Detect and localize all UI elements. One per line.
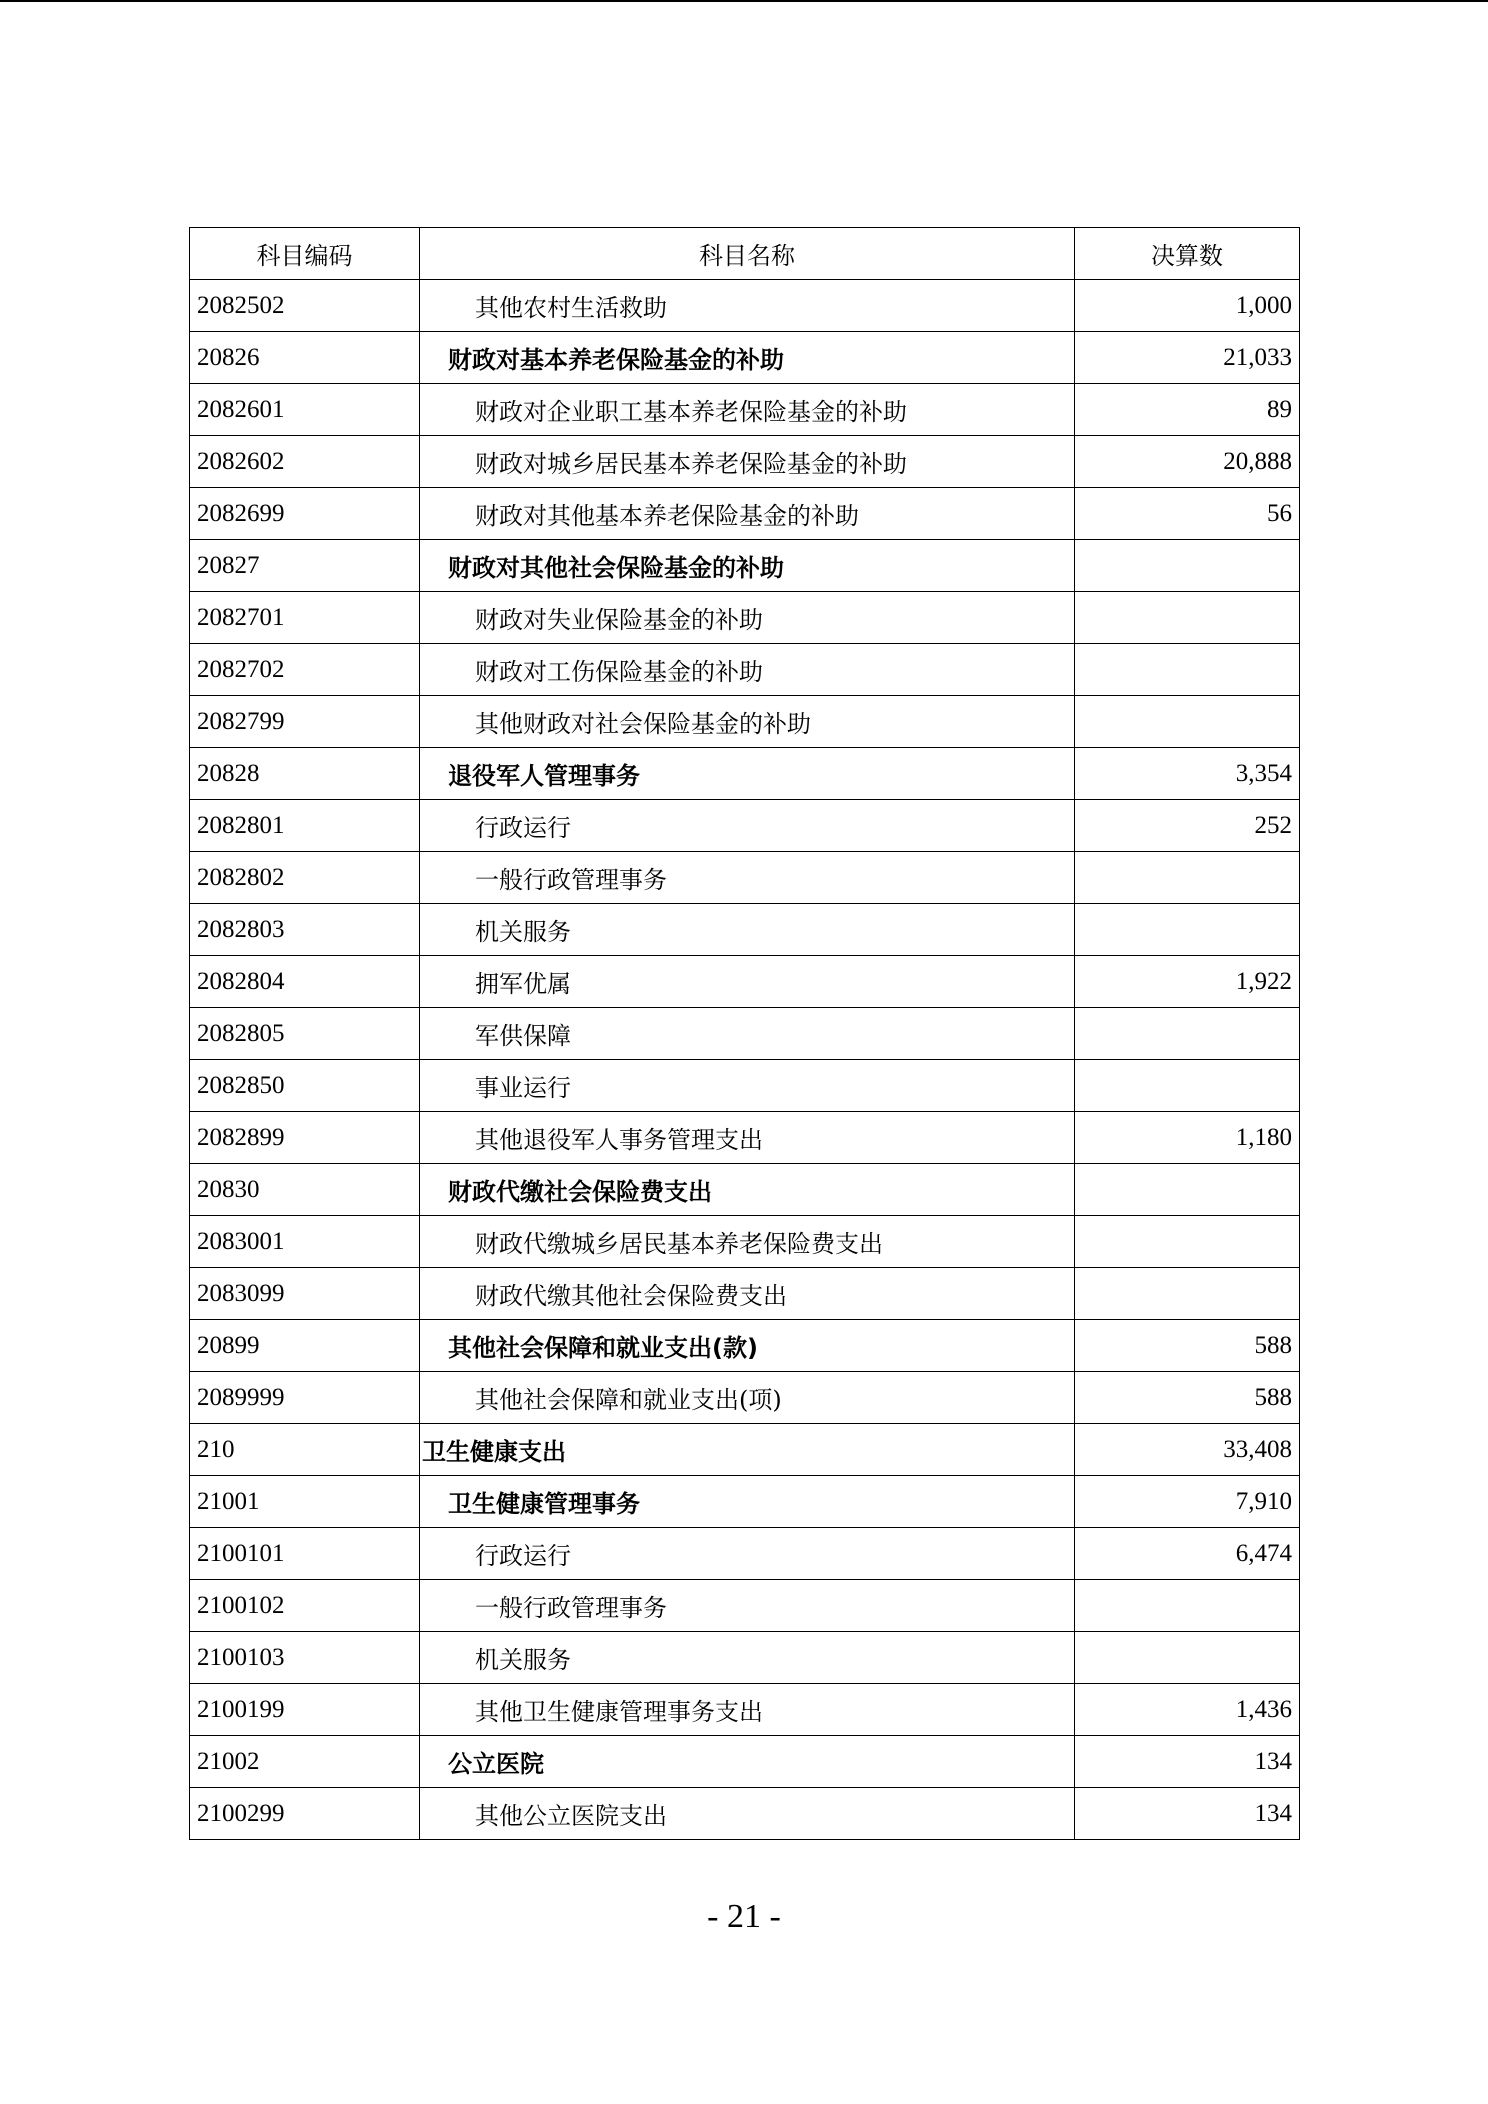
header-amount: 决算数 bbox=[1075, 228, 1300, 280]
table-row bbox=[190, 904, 1300, 956]
cell-name: 其他公立医院支出 bbox=[420, 1788, 1075, 1840]
cell-name: 财政对其他基本养老保险基金的补助 bbox=[420, 488, 1075, 540]
cell-amount: 1,180 bbox=[1075, 1112, 1300, 1164]
cell-amount bbox=[1075, 1060, 1300, 1112]
cell-code: 20827 bbox=[190, 540, 420, 592]
cell-code: 2089999 bbox=[190, 1372, 420, 1424]
cell-name: 行政运行 bbox=[420, 800, 1075, 852]
cell-name: 财政代缴城乡居民基本养老保险费支出 bbox=[420, 1216, 1075, 1268]
cell-code: 2082601 bbox=[190, 384, 420, 436]
table-row bbox=[190, 436, 1300, 488]
cell-amount bbox=[1075, 540, 1300, 592]
table-row bbox=[190, 748, 1300, 800]
cell-amount: 89 bbox=[1075, 384, 1300, 436]
cell-code: 2100102 bbox=[190, 1580, 420, 1632]
cell-name: 财政代缴其他社会保险费支出 bbox=[420, 1268, 1075, 1320]
cell-code: 2082799 bbox=[190, 696, 420, 748]
table-row bbox=[190, 1372, 1300, 1424]
table-row bbox=[190, 1320, 1300, 1372]
cell-name: 事业运行 bbox=[420, 1060, 1075, 1112]
table-row bbox=[190, 852, 1300, 904]
table-row bbox=[190, 1216, 1300, 1268]
cell-code: 2082699 bbox=[190, 488, 420, 540]
header-name: 科目名称 bbox=[420, 228, 1075, 280]
cell-name: 军供保障 bbox=[420, 1008, 1075, 1060]
cell-amount bbox=[1075, 1632, 1300, 1684]
cell-amount: 1,000 bbox=[1075, 280, 1300, 332]
table-row bbox=[190, 1788, 1300, 1840]
cell-code: 2082805 bbox=[190, 1008, 420, 1060]
table-row bbox=[190, 644, 1300, 696]
cell-name: 一般行政管理事务 bbox=[420, 1580, 1075, 1632]
table-row bbox=[190, 1112, 1300, 1164]
cell-code: 2082702 bbox=[190, 644, 420, 696]
cell-name: 财政对其他社会保险基金的补助 bbox=[420, 540, 1075, 592]
page-number: - 21 - bbox=[707, 1898, 781, 1935]
cell-amount: 20,888 bbox=[1075, 436, 1300, 488]
cell-code: 20899 bbox=[190, 1320, 420, 1372]
cell-amount bbox=[1075, 696, 1300, 748]
cell-code: 20826 bbox=[190, 332, 420, 384]
cell-code: 2082899 bbox=[190, 1112, 420, 1164]
cell-name: 其他退役军人事务管理支出 bbox=[420, 1112, 1075, 1164]
table-row bbox=[190, 1528, 1300, 1580]
cell-amount: 7,910 bbox=[1075, 1476, 1300, 1528]
table-header-row bbox=[190, 228, 1300, 280]
table-row bbox=[190, 280, 1300, 332]
cell-name: 财政对失业保险基金的补助 bbox=[420, 592, 1075, 644]
cell-amount bbox=[1075, 1580, 1300, 1632]
header-code: 科目编码 bbox=[190, 228, 420, 280]
cell-amount bbox=[1075, 904, 1300, 956]
cell-name: 财政代缴社会保险费支出 bbox=[420, 1164, 1075, 1216]
cell-amount bbox=[1075, 592, 1300, 644]
cell-name: 机关服务 bbox=[420, 904, 1075, 956]
cell-code: 2082801 bbox=[190, 800, 420, 852]
cell-amount: 134 bbox=[1075, 1788, 1300, 1840]
cell-amount: 21,033 bbox=[1075, 332, 1300, 384]
table-row bbox=[190, 540, 1300, 592]
budget-table bbox=[189, 227, 1300, 1840]
table-row bbox=[190, 384, 1300, 436]
cell-name: 其他农村生活救助 bbox=[420, 280, 1075, 332]
table-row bbox=[190, 956, 1300, 1008]
cell-name: 财政对工伤保险基金的补助 bbox=[420, 644, 1075, 696]
table-row bbox=[190, 1060, 1300, 1112]
cell-amount bbox=[1075, 644, 1300, 696]
cell-name: 退役军人管理事务 bbox=[420, 748, 1075, 800]
cell-code: 2100299 bbox=[190, 1788, 420, 1840]
table-row bbox=[190, 1684, 1300, 1736]
cell-code: 2082602 bbox=[190, 436, 420, 488]
cell-amount: 6,474 bbox=[1075, 1528, 1300, 1580]
cell-name: 卫生健康支出 bbox=[420, 1424, 1075, 1476]
table-row bbox=[190, 1736, 1300, 1788]
table-row bbox=[190, 332, 1300, 384]
cell-name: 公立医院 bbox=[420, 1736, 1075, 1788]
table-row bbox=[190, 1424, 1300, 1476]
cell-amount: 33,408 bbox=[1075, 1424, 1300, 1476]
table-row bbox=[190, 1268, 1300, 1320]
cell-amount: 588 bbox=[1075, 1372, 1300, 1424]
cell-code: 2082804 bbox=[190, 956, 420, 1008]
cell-name: 其他卫生健康管理事务支出 bbox=[420, 1684, 1075, 1736]
table-row bbox=[190, 1632, 1300, 1684]
table-row bbox=[190, 1008, 1300, 1060]
cell-code: 2082701 bbox=[190, 592, 420, 644]
cell-name: 其他财政对社会保险基金的补助 bbox=[420, 696, 1075, 748]
cell-amount bbox=[1075, 1268, 1300, 1320]
cell-name: 财政对基本养老保险基金的补助 bbox=[420, 332, 1075, 384]
cell-name: 卫生健康管理事务 bbox=[420, 1476, 1075, 1528]
cell-code: 2100199 bbox=[190, 1684, 420, 1736]
table-row bbox=[190, 1164, 1300, 1216]
cell-amount bbox=[1075, 1216, 1300, 1268]
cell-code: 2100101 bbox=[190, 1528, 420, 1580]
table-row bbox=[190, 592, 1300, 644]
table-row bbox=[190, 1580, 1300, 1632]
cell-name: 机关服务 bbox=[420, 1632, 1075, 1684]
cell-name: 行政运行 bbox=[420, 1528, 1075, 1580]
cell-amount: 134 bbox=[1075, 1736, 1300, 1788]
cell-amount bbox=[1075, 1164, 1300, 1216]
cell-code: 2082803 bbox=[190, 904, 420, 956]
cell-name: 财政对企业职工基本养老保险基金的补助 bbox=[420, 384, 1075, 436]
cell-name: 其他社会保障和就业支出(款) bbox=[420, 1320, 1075, 1372]
cell-amount bbox=[1075, 852, 1300, 904]
cell-amount: 252 bbox=[1075, 800, 1300, 852]
cell-code: 2083001 bbox=[190, 1216, 420, 1268]
cell-code: 2082850 bbox=[190, 1060, 420, 1112]
cell-name: 一般行政管理事务 bbox=[420, 852, 1075, 904]
cell-code: 2100103 bbox=[190, 1632, 420, 1684]
cell-amount bbox=[1075, 1008, 1300, 1060]
table-body bbox=[190, 280, 1300, 1840]
cell-amount: 3,354 bbox=[1075, 748, 1300, 800]
cell-name: 财政对城乡居民基本养老保险基金的补助 bbox=[420, 436, 1075, 488]
cell-code: 21001 bbox=[190, 1476, 420, 1528]
cell-amount: 56 bbox=[1075, 488, 1300, 540]
cell-code: 20830 bbox=[190, 1164, 420, 1216]
table-row bbox=[190, 1476, 1300, 1528]
top-border-line bbox=[0, 0, 1488, 2]
cell-code: 2083099 bbox=[190, 1268, 420, 1320]
cell-amount: 1,436 bbox=[1075, 1684, 1300, 1736]
table-row bbox=[190, 696, 1300, 748]
cell-code: 2082502 bbox=[190, 280, 420, 332]
cell-name: 拥军优属 bbox=[420, 956, 1075, 1008]
table-row bbox=[190, 800, 1300, 852]
cell-code: 210 bbox=[190, 1424, 420, 1476]
cell-amount: 588 bbox=[1075, 1320, 1300, 1372]
cell-code: 21002 bbox=[190, 1736, 420, 1788]
cell-code: 20828 bbox=[190, 748, 420, 800]
cell-code: 2082802 bbox=[190, 852, 420, 904]
cell-name: 其他社会保障和就业支出(项) bbox=[420, 1372, 1075, 1424]
table-row bbox=[190, 488, 1300, 540]
cell-amount: 1,922 bbox=[1075, 956, 1300, 1008]
